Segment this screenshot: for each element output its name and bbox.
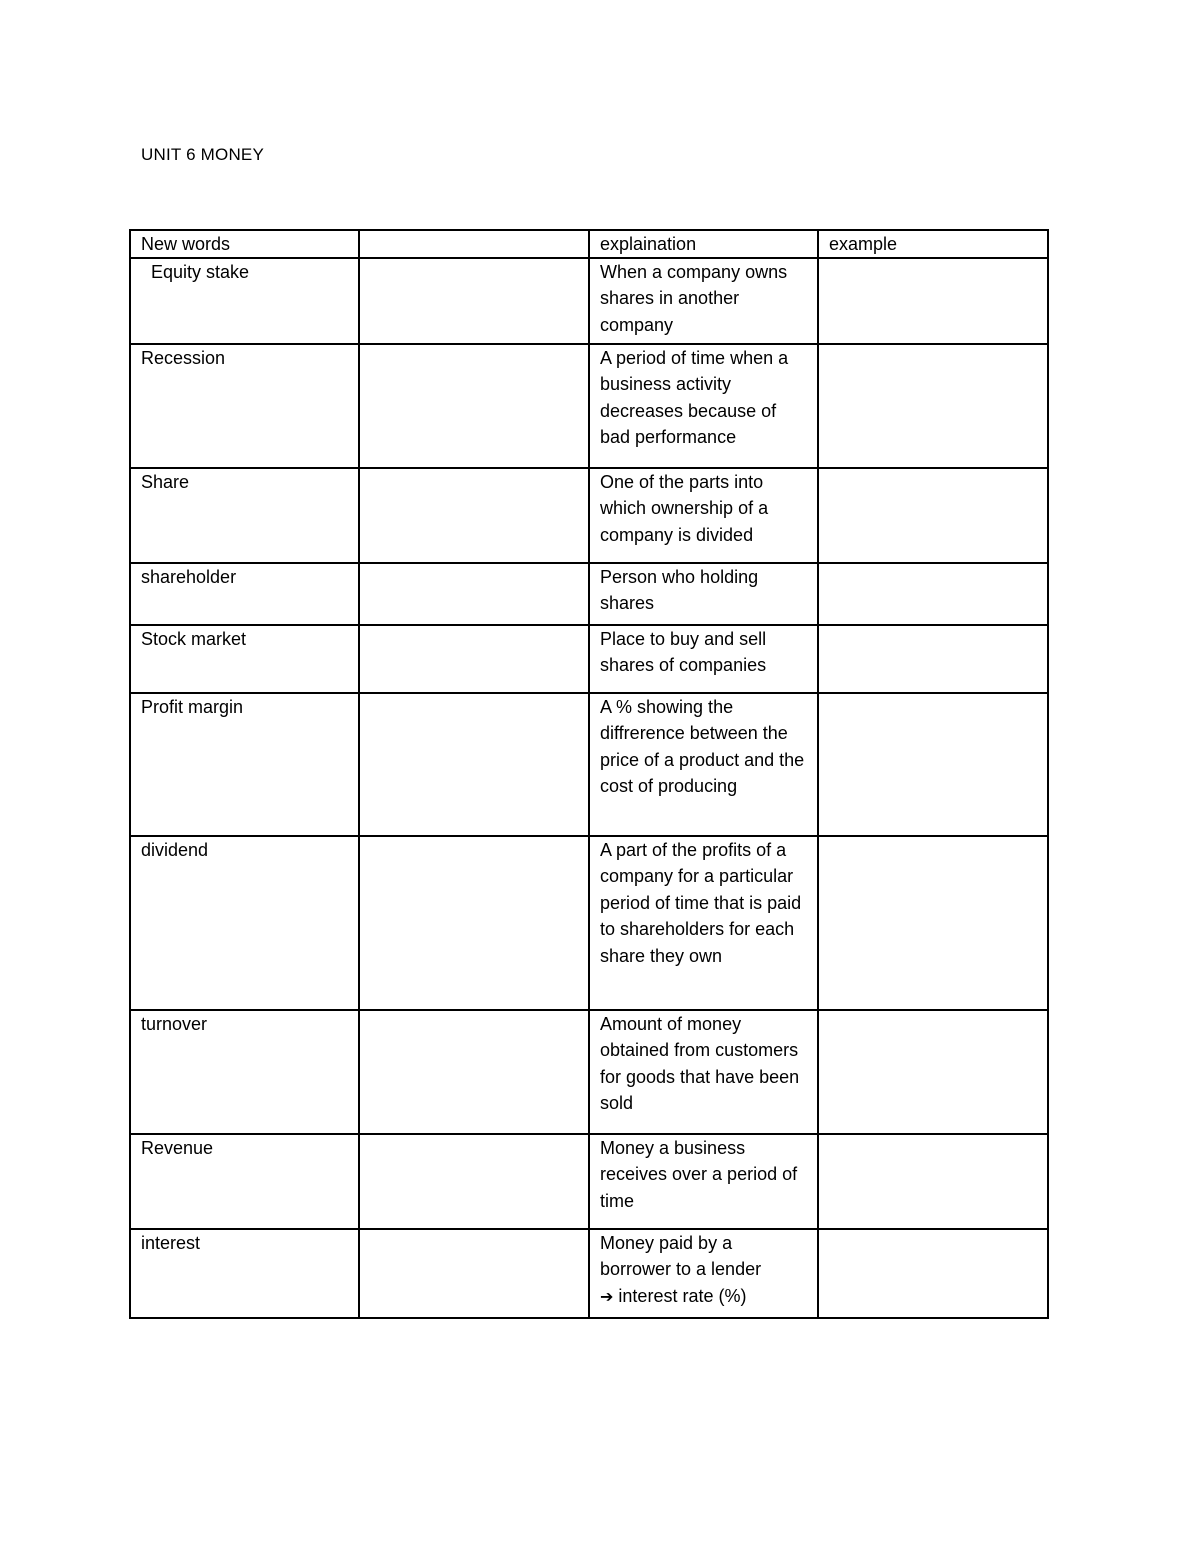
header-blank [359, 230, 589, 258]
example-cell [818, 468, 1048, 563]
explanation-cell: Amount of money obtained from customers for goods that have been sold [589, 1010, 818, 1134]
word-cell: Revenue [130, 1134, 359, 1229]
explanation-text: Money paid by a borrower to a lender [600, 1233, 762, 1280]
page-title: UNIT 6 MONEY [141, 145, 264, 164]
table-row [130, 625, 1048, 693]
example-cell [818, 625, 1048, 693]
word-cell: Profit margin [130, 693, 359, 836]
blank-cell [359, 836, 589, 1010]
example-cell [818, 836, 1048, 1010]
blank-cell [359, 563, 589, 625]
word-cell [130, 258, 359, 344]
explanation-cell: A % showing the diffrerence between the price of a product and the cost of producing [589, 693, 818, 836]
header-explanation: explaination [589, 230, 818, 258]
explanation-cell: A part of the profits of a company for a particular period of time that is paid to shareholders for each share they own [589, 836, 818, 1010]
example-cell [818, 1010, 1048, 1134]
blank-cell [359, 344, 589, 468]
explanation-cell [589, 1229, 818, 1318]
word-cell: shareholder [130, 563, 359, 625]
blank-cell [359, 468, 589, 563]
header-example: example [818, 230, 1048, 258]
vocabulary-table [129, 229, 1049, 1319]
word-cell: dividend [130, 836, 359, 1010]
word-cell: turnover [130, 1010, 359, 1134]
word-cell: interest [130, 1229, 359, 1318]
blank-cell [359, 1134, 589, 1229]
word-cell: Stock market [130, 625, 359, 693]
explanation-cell: One of the parts into which ownership of a company is divided [589, 468, 818, 563]
table-row [130, 836, 1048, 1010]
explanation-cell: Person who holding shares [589, 563, 818, 625]
explanation-cell: Place to buy and sell shares of companies [589, 625, 818, 693]
table-row [130, 693, 1048, 836]
blank-cell [359, 625, 589, 693]
example-cell [818, 1229, 1048, 1318]
header-new-words: New words [130, 230, 359, 258]
explanation-extra-text: interest rate (%) [618, 1285, 747, 1306]
blank-cell [359, 1229, 589, 1318]
word-cell: Share [130, 468, 359, 563]
table-row [130, 468, 1048, 563]
table-row [130, 563, 1048, 625]
blank-cell [359, 258, 589, 344]
blank-cell [359, 693, 589, 836]
example-cell [818, 344, 1048, 468]
example-cell [818, 258, 1048, 344]
explanation-cell: Money a business receives over a period of time [589, 1134, 818, 1229]
word-text: Equity stake [151, 262, 250, 282]
table-row [130, 1229, 1048, 1318]
table-row [130, 344, 1048, 468]
table-header-row [130, 230, 1048, 258]
example-cell [818, 563, 1048, 625]
table-row [130, 1010, 1048, 1134]
explanation-cell: A period of time when a business activity decreases because of bad performance [589, 344, 818, 468]
explanation-cell: When a company owns shares in another company [589, 258, 818, 344]
table-row [130, 1134, 1048, 1229]
example-cell [818, 693, 1048, 836]
right-arrow-icon: ➔ [600, 1286, 614, 1306]
blank-cell [359, 1010, 589, 1134]
word-cell: Recession [130, 344, 359, 468]
table-row [130, 258, 1048, 344]
example-cell [818, 1134, 1048, 1229]
